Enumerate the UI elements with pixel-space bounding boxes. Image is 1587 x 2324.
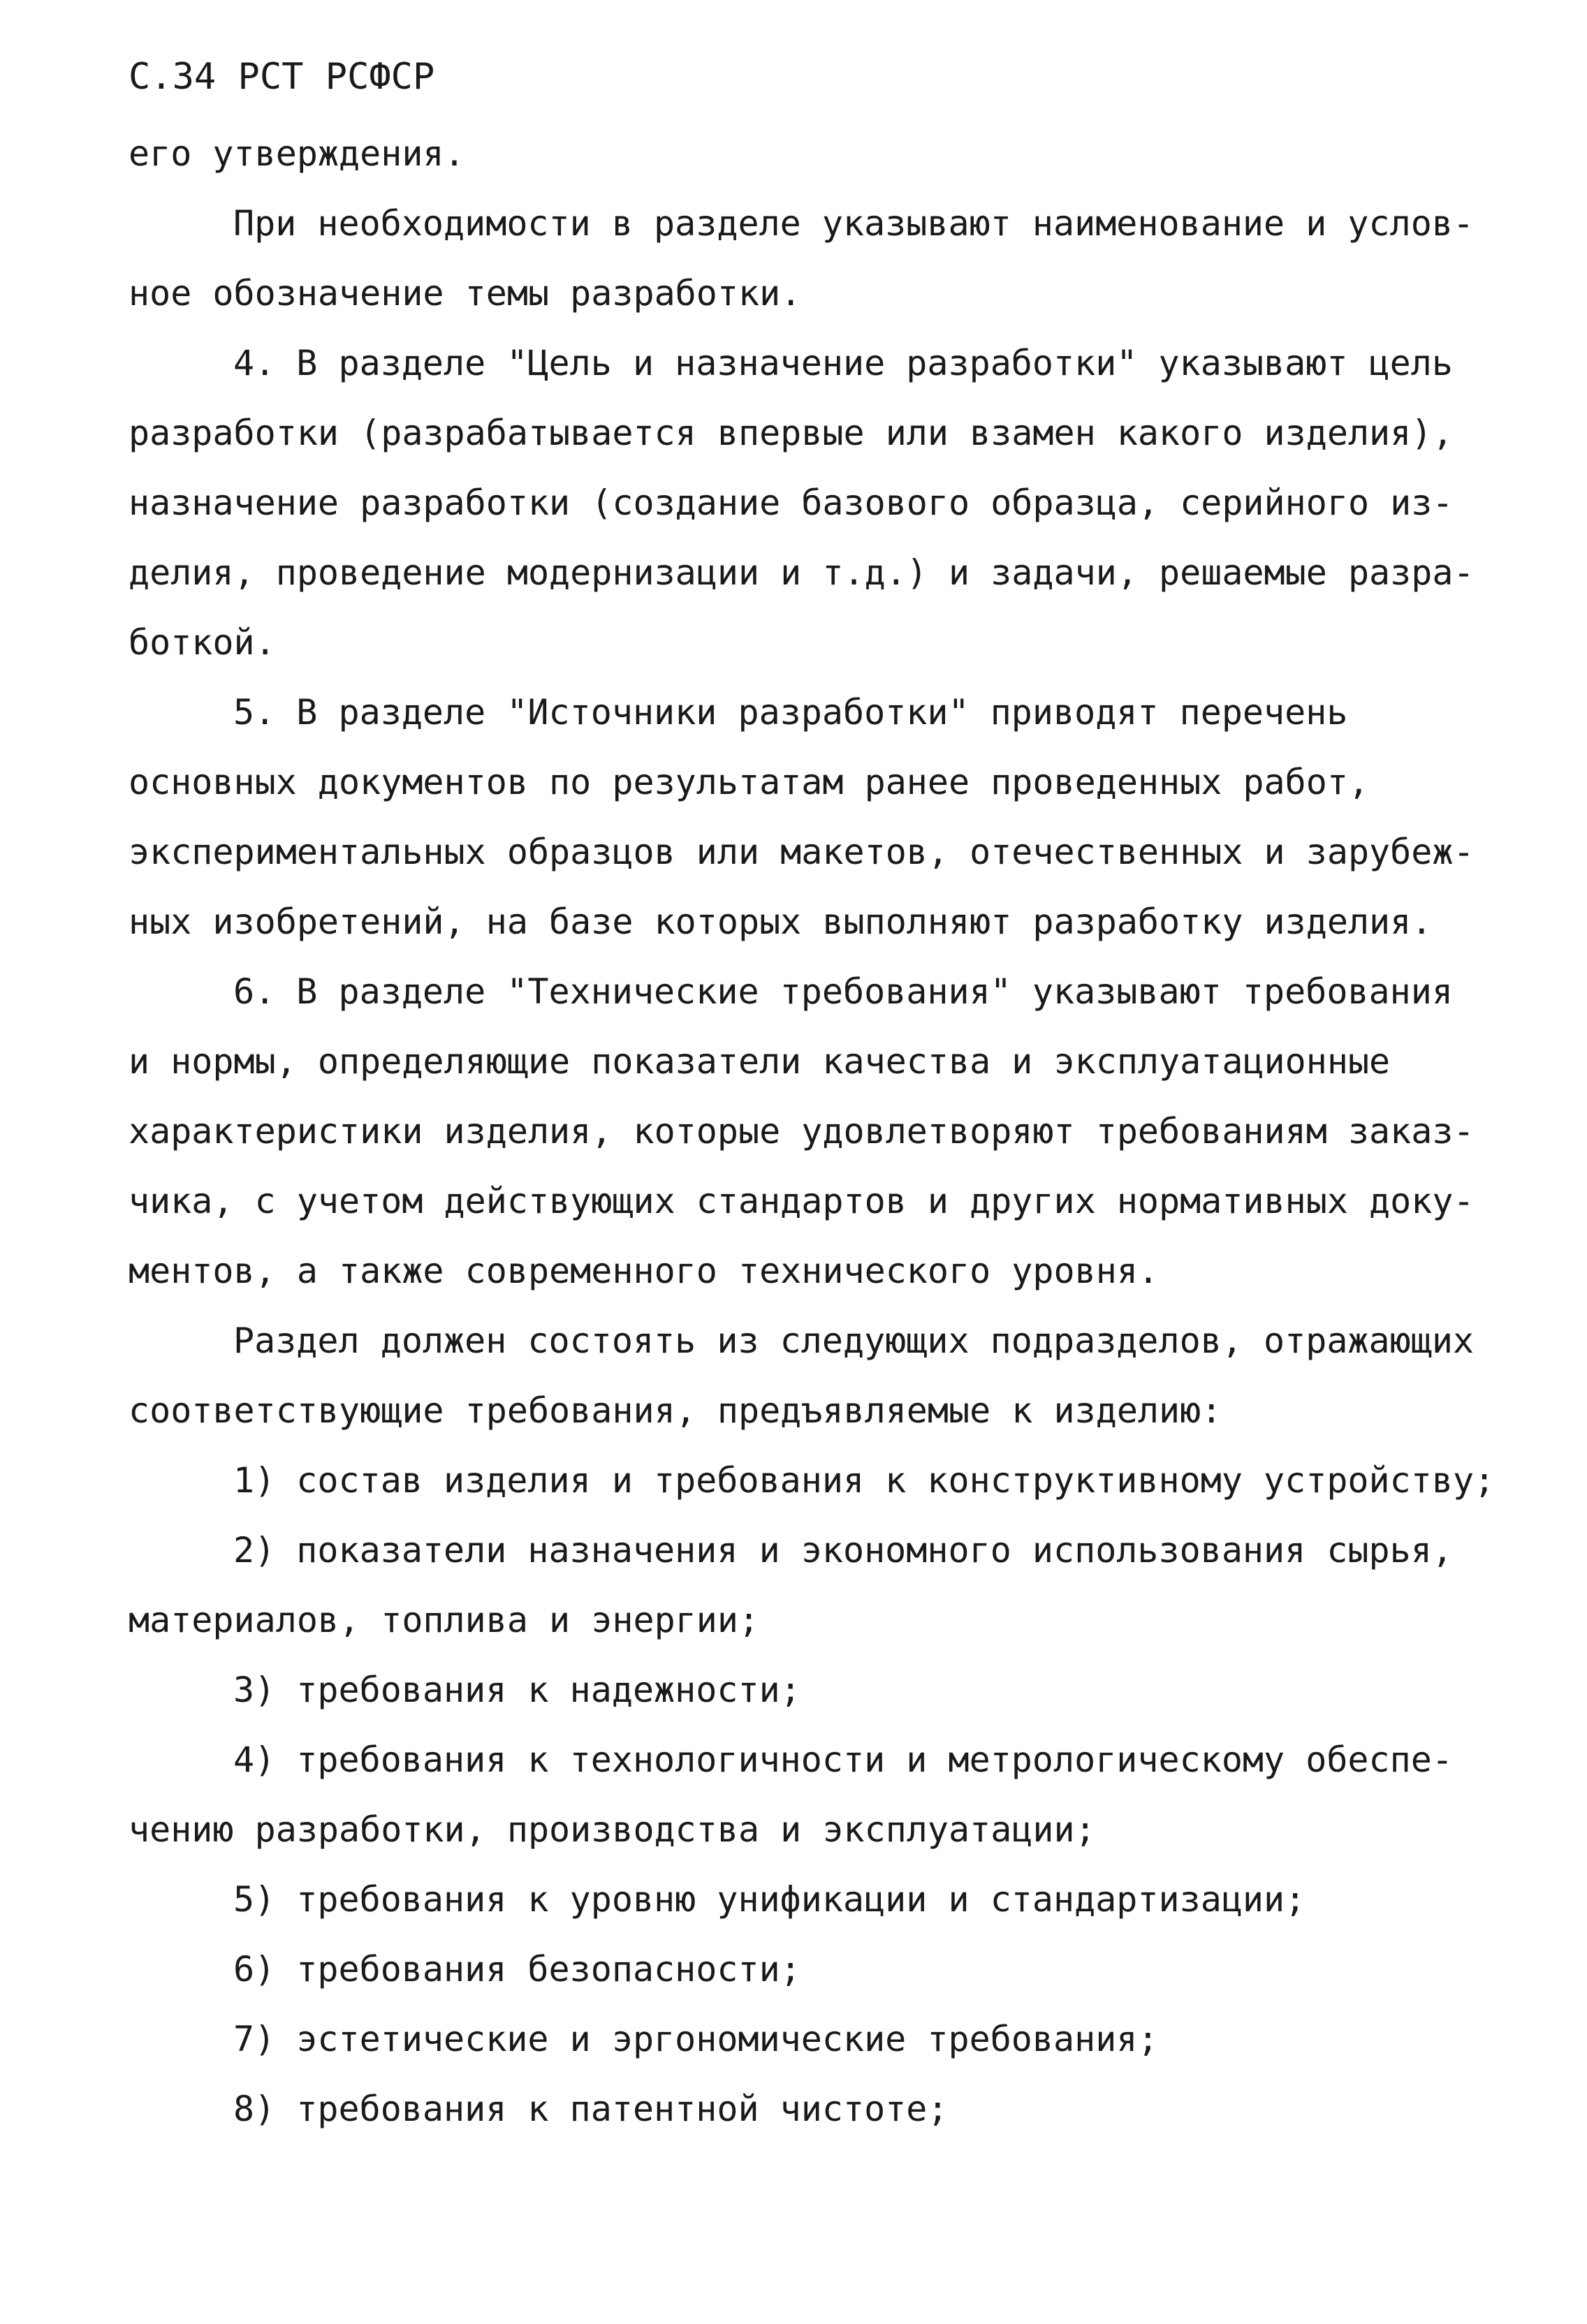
text-line: чению разработки, производства и эксплуатации; xyxy=(129,1809,1096,1850)
list-item-3: 3) требования к надежности; xyxy=(233,1670,801,1710)
section-5-start: 5. В разделе "Источники разработки" приводят перечень xyxy=(233,692,1348,733)
text-line: ментов, а также современного технического уровня. xyxy=(129,1251,1160,1291)
list-item-1: 1) состав изделия и требования к конструктивному устройству; xyxy=(233,1460,1495,1501)
text-line: соответствующие требования, предъявляемые к изделию: xyxy=(129,1390,1222,1431)
text-line: ных изобретений, на базе которых выполняют разработку изделия. xyxy=(129,902,1433,942)
text-line: разработки (разрабатывается впервые или взамен какого изделия), xyxy=(129,413,1454,453)
section-6-start: 6. В разделе "Технические требования" указывают требования xyxy=(233,971,1453,1012)
list-item-2: 2) показатели назначения и экономного использования сырья, xyxy=(233,1530,1453,1571)
text-line: делия, проведение модернизации и т.д.) и задачи, решаемые разра- xyxy=(129,552,1475,593)
text-line: и нормы, определяющие показатели качества и эксплуатационные xyxy=(129,1041,1391,1082)
list-item-7: 7) эстетические и эргономические требования; xyxy=(233,2019,1159,2059)
text-line: чика, с учетом действующих стандартов и других нормативных доку- xyxy=(129,1181,1475,1221)
list-item-5: 5) требования к уровню унификации и стандартизации; xyxy=(233,1879,1306,1920)
text-line: основных документов по результатам ранее проведенных работ, xyxy=(129,762,1370,802)
text-line: назначение разработки (создание базового образца, серийного из- xyxy=(129,483,1454,523)
list-item-4: 4) требования к технологичности и метрологическому обеспе- xyxy=(233,1740,1453,1780)
text-line: его утверждения. xyxy=(129,133,465,174)
paragraph-start: При необходимости в разделе указывают наименование и услов- xyxy=(233,203,1475,244)
text-line: ное обозначение темы разработки. xyxy=(129,273,802,314)
text-line: характеристики изделия, которые удовлетворяют требованиям заказ- xyxy=(129,1111,1475,1152)
list-item-8: 8) требования к патентной чистоте; xyxy=(233,2089,949,2129)
list-item-6: 6) требования безопасности; xyxy=(233,1949,801,1990)
page-header: С.34 РСТ РСФСР xyxy=(129,56,435,98)
paragraph-start: Раздел должен состоять из следующих подразделов, отражающих xyxy=(233,1321,1475,1361)
text-line: боткой. xyxy=(129,622,276,663)
section-4-start: 4. В разделе "Цель и назначение разработки" указывают цель xyxy=(233,343,1453,383)
text-line: материалов, топлива и энергии; xyxy=(129,1600,760,1640)
text-line: экспериментальных образцов или макетов, отечественных и зарубеж- xyxy=(129,832,1475,872)
